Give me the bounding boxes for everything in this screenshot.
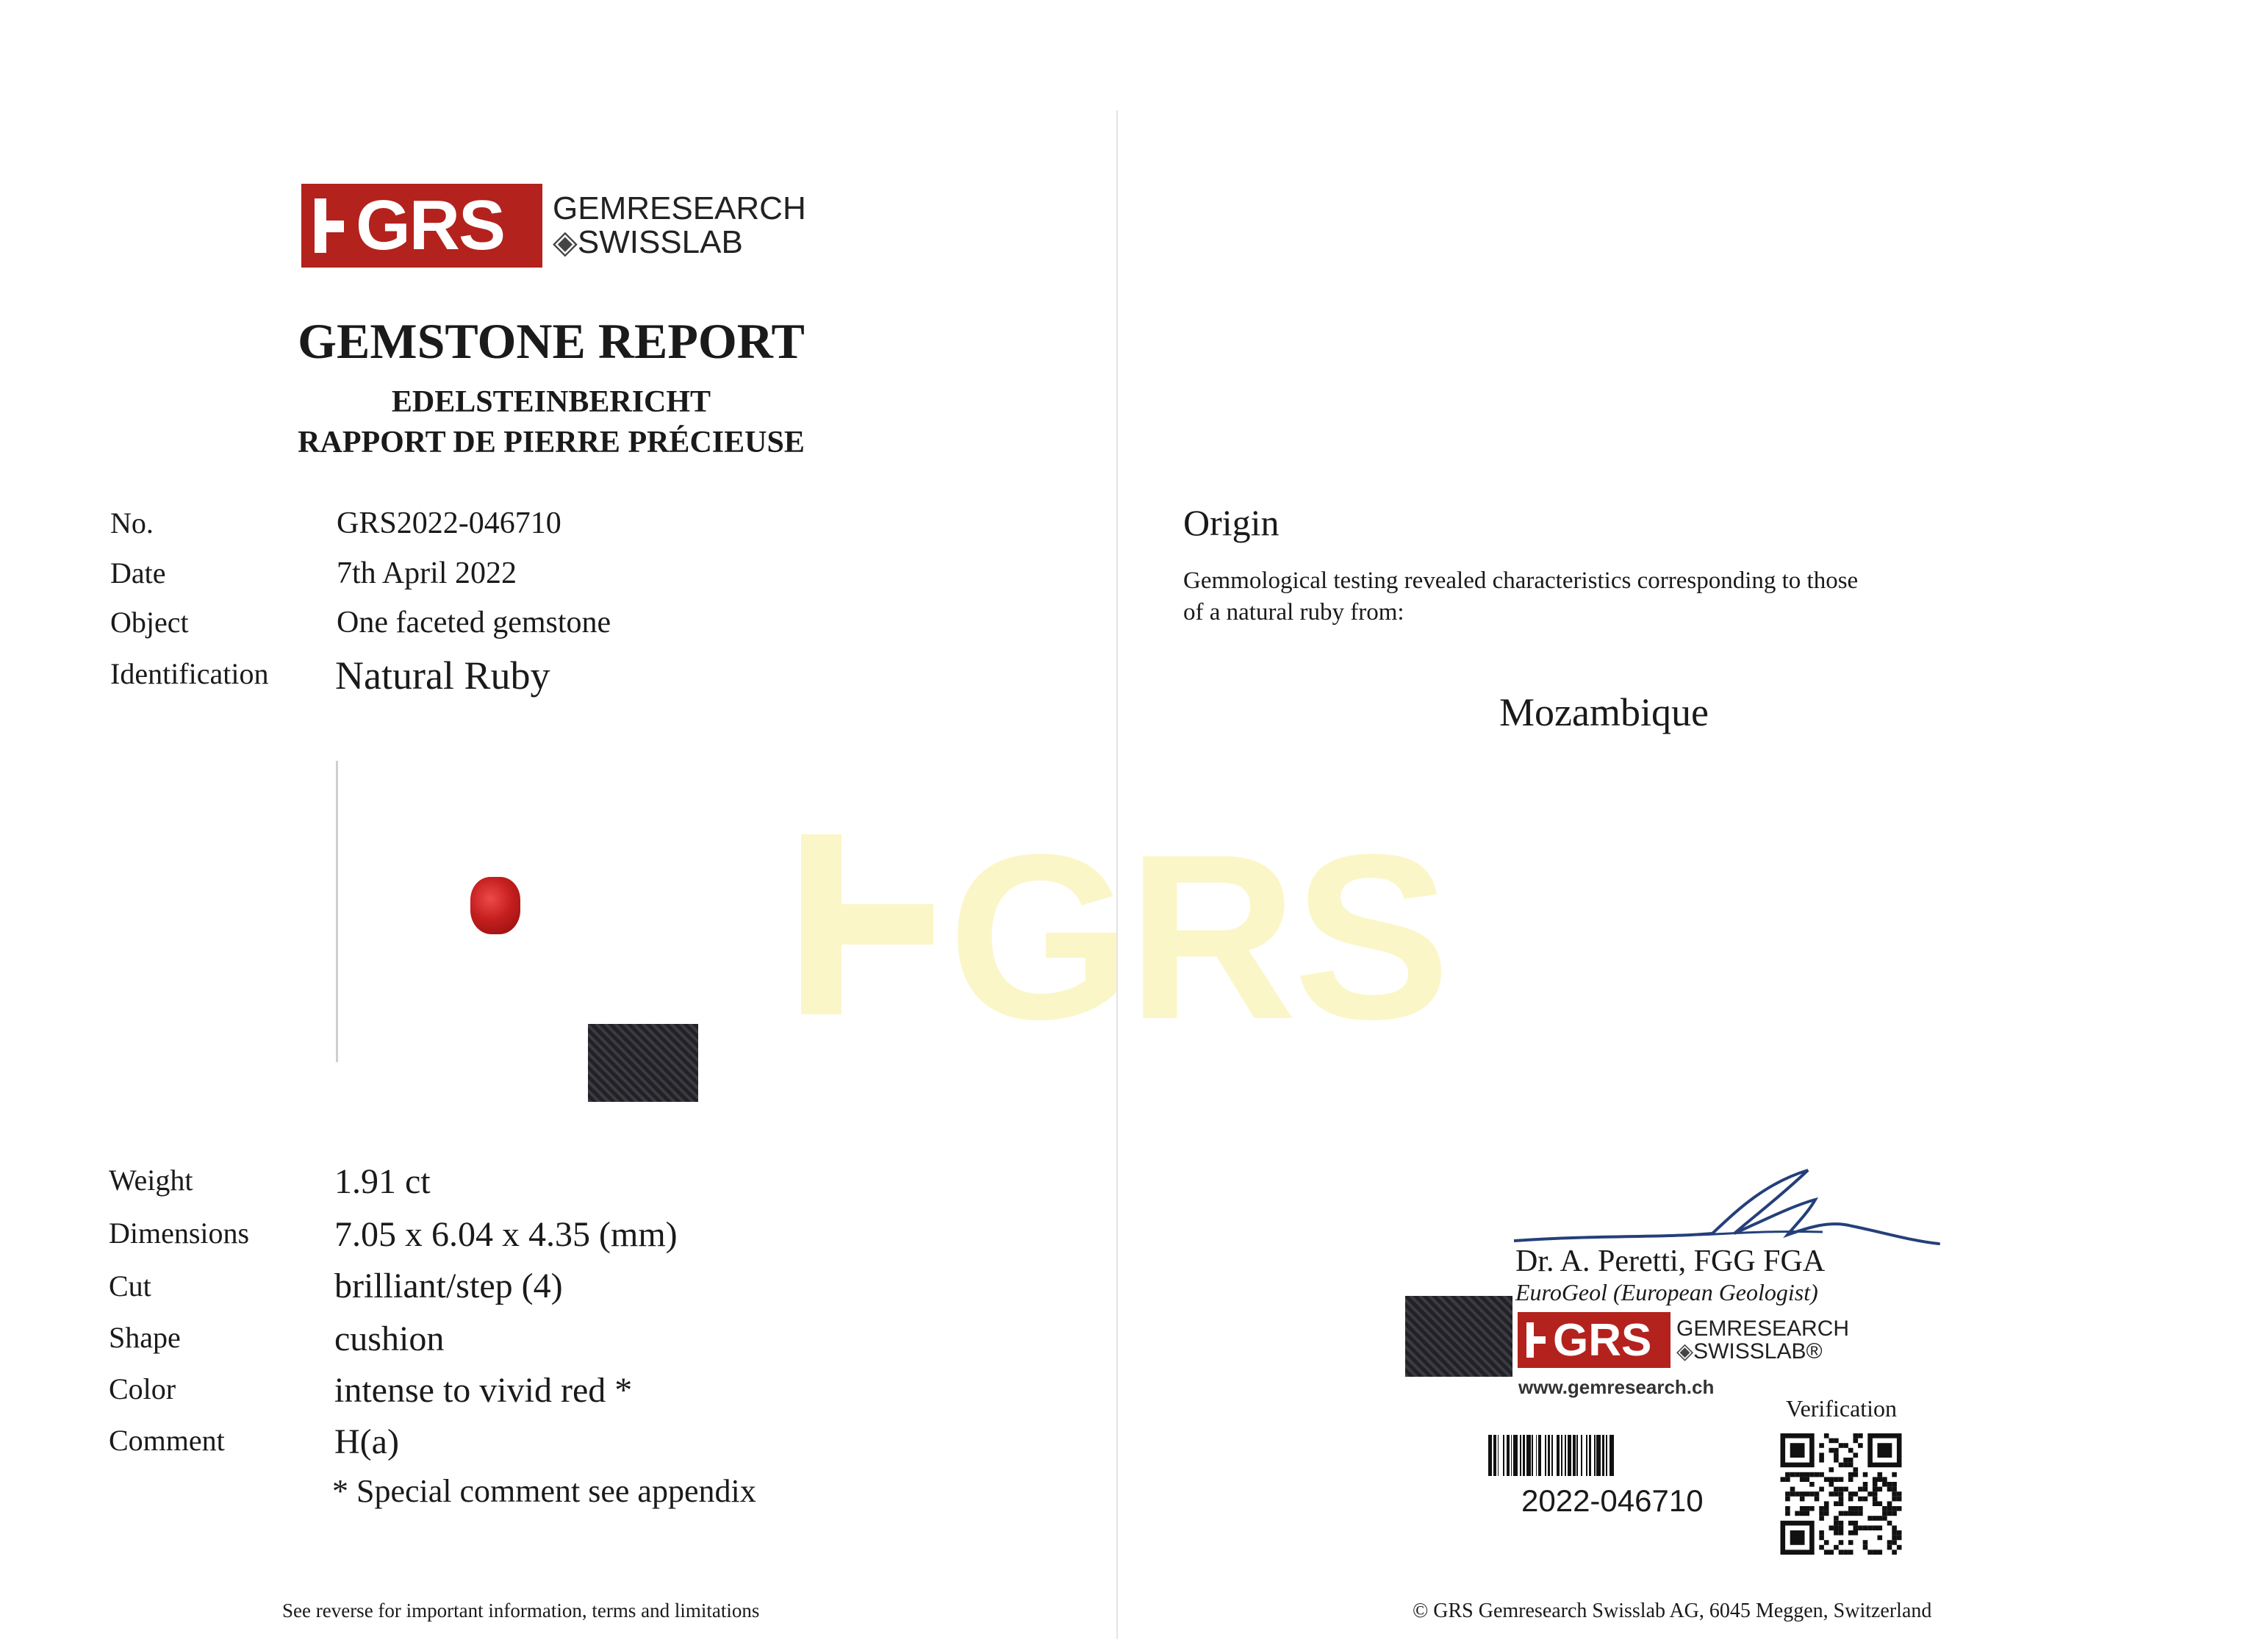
diamond-small-icon: ◈ (1676, 1339, 1694, 1364)
signatory-name: Dr. A. Peretti, FGG FGA (1515, 1244, 1826, 1278)
barcode-image (1488, 1435, 1731, 1476)
diamond-icon: ◈ (553, 224, 578, 260)
website-url: www.gemresearch.ch (1518, 1376, 1715, 1398)
hologram-sticker (588, 1024, 698, 1102)
seal-logo-mark: GRS (1553, 1314, 1652, 1366)
label-cut: Cut (109, 1269, 151, 1303)
logo-line2: SWISSLAB (577, 224, 743, 260)
seal-logo-line2: SWISSLAB® (1693, 1339, 1823, 1364)
watermark-text: GRS (948, 805, 1447, 1068)
origin-country: Mozambique (1499, 690, 1709, 734)
origin-text-line2: of a natural ruby from: (1183, 599, 1404, 626)
label-object: Object (110, 606, 189, 639)
hologram-seal (1405, 1296, 1512, 1377)
value-color: intense to vivid red * (334, 1371, 633, 1410)
label-dimensions: Dimensions (109, 1217, 250, 1250)
origin-text-line1: Gemmological testing revealed characteristics corresponding to those (1183, 567, 1859, 594)
report-title: GEMSTONE REPORT (298, 313, 805, 369)
label-identification: Identification (110, 657, 269, 690)
report-subtitle-de: EDELSTEINBERICHT (391, 385, 711, 419)
label-number: No. (110, 506, 154, 540)
value-cut: brilliant/step (4) (334, 1267, 563, 1305)
report-subtitle-fr: RAPPORT DE PIERRE PRÉCIEUSE (298, 426, 805, 459)
watermark-cross-icon (801, 834, 933, 1014)
label-color: Color (109, 1372, 176, 1405)
signature-image (1514, 1161, 1940, 1250)
value-dimensions: 7.05 x 6.04 x 4.35 (mm) (334, 1215, 678, 1254)
swiss-cross-small-icon (1526, 1322, 1546, 1358)
photo-frame-line (336, 761, 338, 1062)
value-comment: H(a) (334, 1422, 399, 1461)
grs-seal-logo (1518, 1312, 1849, 1368)
origin-heading: Origin (1183, 502, 1280, 543)
logo-line1: GEMRESEARCH (553, 190, 806, 226)
footer-right-copyright: © GRS Gemresearch Swisslab AG, 6045 Meggen, Switzerland (1413, 1599, 1932, 1622)
signatory-title: EuroGeol (European Geologist) (1515, 1279, 1818, 1305)
verification-label: Verification (1786, 1395, 1898, 1422)
footer-left-note: See reverse for important information, terms and limitations (282, 1599, 760, 1622)
ruby-gem-image (470, 877, 520, 934)
label-weight: Weight (109, 1164, 193, 1197)
qr-code-image (1779, 1433, 1903, 1555)
value-shape: cushion (334, 1319, 445, 1358)
logo-mark: GRS (356, 186, 505, 265)
special-comment-note: * Special comment see appendix (332, 1473, 756, 1509)
value-date: 7th April 2022 (337, 556, 517, 590)
label-shape: Shape (109, 1321, 181, 1354)
value-identification: Natural Ruby (335, 653, 550, 698)
value-number: GRS2022-046710 (337, 506, 561, 540)
label-comment: Comment (109, 1424, 225, 1457)
grs-logo (301, 184, 806, 268)
seal-logo-line1: GEMRESEARCH (1676, 1316, 1850, 1341)
value-weight: 1.91 ct (334, 1162, 431, 1201)
value-object: One faceted gemstone (337, 606, 611, 640)
swiss-cross-icon (315, 198, 344, 253)
label-date: Date (110, 556, 166, 590)
barcode-number: 2022-046710 (1521, 1483, 1704, 1518)
